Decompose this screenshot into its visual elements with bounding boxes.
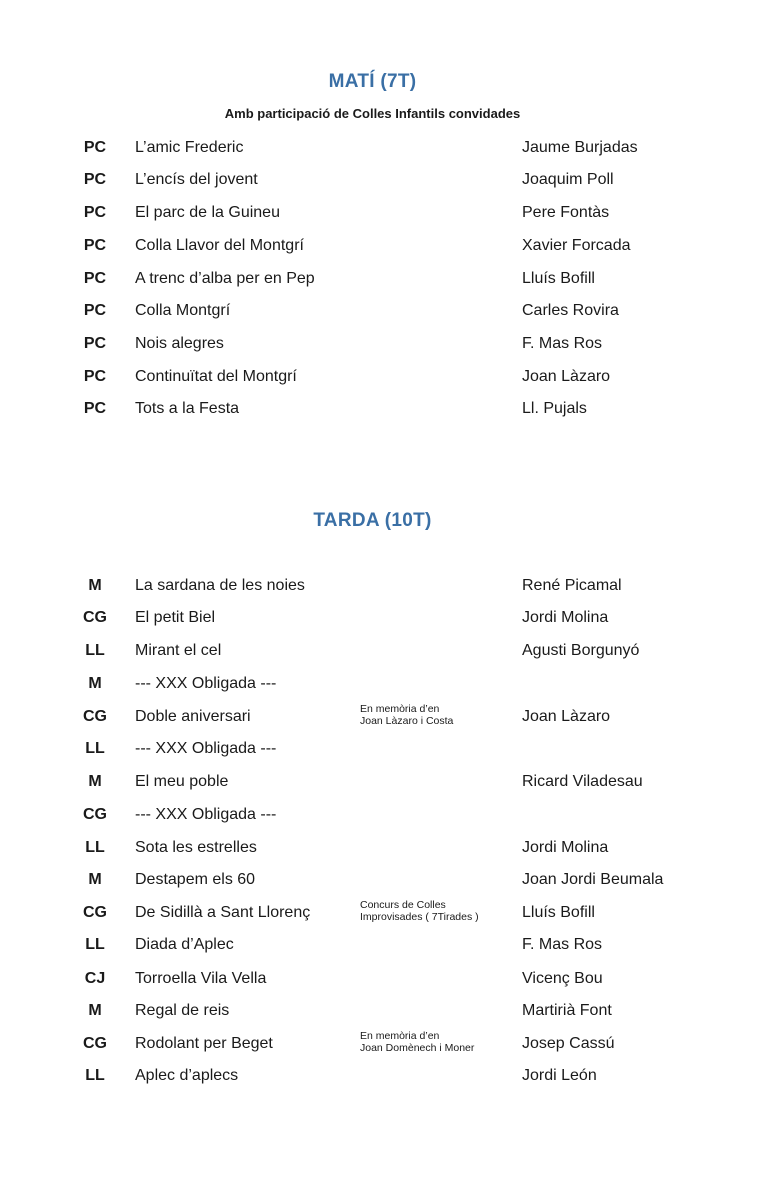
program-row [0,965,780,993]
program-row [0,166,780,194]
row-author: Joaquim Poll [522,171,614,188]
row-author: Pere Fontàs [522,204,610,221]
note-line: En memòria d’en [360,1030,440,1042]
row-title: Diada d’Aplec [135,936,234,953]
row-author: Lluís Bofill [522,904,595,921]
row-author: Josep Cassú [522,1035,615,1052]
row-author: Martirià Font [522,1002,612,1019]
row-title: --- XXX Obligada --- [135,675,277,692]
note-line: Joan Làzaro i Costa [360,715,454,727]
row-title: El meu poble [135,773,229,790]
program-row [0,834,780,862]
row-code: PC [83,335,107,352]
row-author: F. Mas Ros [522,936,603,953]
row-author: Joan Jordi Beumala [522,871,664,888]
row-code: LL [85,642,105,659]
note-line: Joan Domènech i Moner [360,1042,475,1054]
row-code: CG [83,1035,107,1052]
row-title: Nois alegres [135,335,224,352]
row-author: René Picamal [522,577,622,594]
row-title: Doble aniversari [135,708,251,725]
program-row [0,997,780,1025]
program-row [0,363,780,391]
row-code: PC [83,302,107,319]
row-code: PC [83,270,107,287]
note-line: Concurs de Colles [360,899,446,911]
program-row [0,735,780,763]
row-code: CG [83,806,107,823]
program-row [0,199,780,227]
row-title: Colla Llavor del Montgrí [135,237,304,254]
section-subtitle-mati: Amb participació de Colles Infantils convidades [224,106,521,121]
row-title: Continuïtat del Montgrí [135,368,297,385]
row-title: El petit Biel [135,609,216,626]
row-author: F. Mas Ros [522,335,603,352]
row-title: Torroella Vila Vella [135,970,267,987]
row-code: PC [83,204,107,221]
row-author: Joan Làzaro [522,708,611,725]
row-code: PC [83,139,107,156]
program-row [0,866,780,894]
row-code: M [88,773,102,790]
row-title: Tots a la Festa [135,400,240,417]
row-code: CG [83,904,107,921]
program-row [0,297,780,325]
side-note [360,703,453,727]
row-code: LL [85,839,105,856]
program-row [0,637,780,665]
row-title: A trenc d’alba per en Pep [135,270,315,287]
row-code: LL [85,936,105,953]
row-title: Colla Montgrí [135,302,231,319]
row-code: M [88,871,102,888]
row-code: CG [83,708,107,725]
row-title: L’amic Frederic [135,139,244,156]
row-title: Regal de reis [135,1002,230,1019]
program-row [0,1062,780,1090]
row-code: PC [83,237,107,254]
row-author: Agusti Borgunyó [522,642,640,659]
row-code: CG [83,609,107,626]
row-title: Destapem els 60 [135,871,256,888]
program-row [0,395,780,423]
row-author: Jordi Molina [522,609,609,626]
side-note [360,899,479,923]
row-code: M [88,577,102,594]
program-row [0,572,780,600]
note-line: En memòria d’en [360,703,440,715]
row-code: LL [85,740,105,757]
program-row [0,604,780,632]
row-author: Ricard Viladesau [522,773,643,790]
row-title: Sota les estrelles [135,839,257,856]
program-row [0,768,780,796]
row-code: CJ [84,970,106,987]
program-row [0,265,780,293]
row-author: Jaume Burjadas [522,139,638,156]
program-row [0,232,780,260]
row-author: Lluís Bofill [522,270,595,287]
row-title: --- XXX Obligada --- [135,740,277,757]
program-row [0,801,780,829]
program-row [0,134,780,162]
row-title: L’encís del jovent [135,171,258,188]
row-code: PC [83,368,107,385]
row-title: El parc de la Guineu [135,204,280,221]
row-author: Joan Làzaro [522,368,611,385]
row-author: Vicenç Bou [522,970,603,987]
row-title: De Sidillà a Sant Llorenç [135,904,311,921]
row-author: Jordi León [522,1067,597,1084]
row-code: PC [83,400,107,417]
section-title-mati: MATÍ (7T) [328,71,417,92]
row-title: Rodolant per Beget [135,1035,273,1052]
row-title: --- XXX Obligada --- [135,806,277,823]
row-author: Ll. Pujals [522,400,587,417]
row-code: M [88,1002,102,1019]
row-author: Xavier Forcada [522,237,631,254]
row-title: La sardana de les noies [135,577,305,594]
section-title-tarda: TARDA (10T) [313,510,432,531]
row-title: Aplec d’aplecs [135,1067,239,1084]
row-author: Carles Rovira [522,302,619,319]
row-code: PC [83,171,107,188]
note-line: Improvisades ( 7Tirades ) [360,911,479,923]
row-code: M [88,675,102,692]
side-note [360,1030,474,1054]
program-row [0,330,780,358]
row-code: LL [85,1067,105,1084]
row-author: Jordi Molina [522,839,609,856]
row-title: Mirant el cel [135,642,222,659]
program-row [0,931,780,959]
program-row [0,670,780,698]
